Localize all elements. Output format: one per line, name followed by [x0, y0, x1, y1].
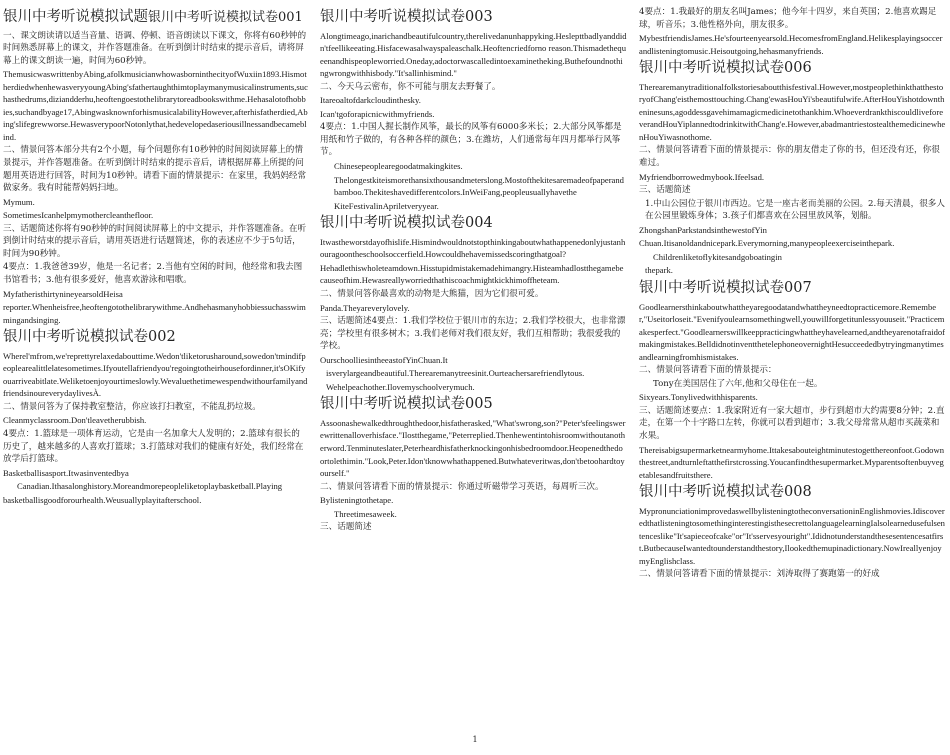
exam-001-body	[3, 30, 308, 327]
paragraph: Mymum.	[3, 196, 35, 207]
paragraph: SometimesIcanhelpmymothercleanthefloor.	[3, 210, 154, 221]
page-number: 1	[472, 735, 478, 744]
column-2	[320, 6, 627, 736]
section-title-005: 银川中考听说模拟试卷005	[320, 396, 493, 413]
paragraph: Threetimesaweek.	[334, 508, 397, 519]
paragraph: 4要点：1.我最好的朋友名叫James；他今年十四岁，来自英国；2.他喜欢踢足球，听音乐；3.他性格外向，朋友很多。	[639, 7, 937, 30]
paragraph: 二、情景问答请看下面的情景提示：刘涛取得了赛跑第一的好成	[639, 569, 880, 580]
paragraph: Itareoaltofdarkcloudinthesky.	[320, 95, 421, 106]
paragraph: Tony在美国居住了六年,他和父母住在一起。	[653, 378, 823, 389]
paragraph: 4要点：1.我爸爸39岁，他是一名记者；2.当他有空闲的时间，他经常和我去图书馆看书；3.他有很多爱好，他喜欢游泳和唱歌。	[3, 262, 303, 285]
section-title-008: 银川中考听说模拟试卷008	[639, 484, 812, 501]
paragraph: Wehelpeachother.Ilovemyschoolverymuch.	[326, 381, 475, 392]
paragraph: 1.中山公园位于银川市西边。它是一座古老而美丽的公园。2.每天清晨，很多人在公园里锻炼身体；3.孩子们都喜欢在公园里放风筝，划船。	[645, 198, 945, 222]
paragraph: 二、情景问答为了保持教室整洁，你应该打扫教室，不能乱扔垃圾。	[3, 401, 261, 412]
paragraph: Myfriendborrowedmybook.Ifeelsad.	[639, 171, 765, 182]
section-title-002: 银川中考听说模拟试卷002	[3, 329, 176, 346]
paragraph: MybestfriendisJames.He'sfourteenyearsold.HecomesfromEngland.Helikesplayingsoccerandlisteningtomusic.Heisoutgoing,hehasmanyfriends.	[639, 33, 943, 56]
paragraph: 三、话题简述你将有90秒钟的时间阅读屏幕上的中文提示，并作答题准备。在听到倒计时结束的提示音后，请用英语进行话题简述，你的表述应不少于5句话，时间为90秒钟。	[3, 223, 307, 259]
paragraph: Ican'tgoforapicnicwithmyfriends.	[320, 108, 435, 119]
paragraph: 三、话题简述4要点：1.我们学校位于银川市的东边；2.我们学校很大，也非常漂亮；学校里有很多树木；3.我们老师对我们很友好，我们互相帮助；我很爱我的学校。	[320, 316, 626, 352]
section-title-007: 银川中考听说模拟试卷007	[639, 279, 812, 296]
paragraph: Panda.Theyareverylovely.	[320, 302, 410, 313]
paragraph: Thereisabigsupermarketnearmyhome.Ittakesabouteightminutestogetthereonfoot.Godownthestreet,andturnleftatthefirstcrossing.Youcanfindthesupermarket.Myparentsoftenbuyvegetablesandfruitsthere.	[639, 444, 944, 480]
paragraph: 三、话题简述要点：1.我家附近有一家大超市，步行到超市大约需要8分钟；2.直走，在第一个十字路口左转，你就可以看到超市；3.我父母常常从超市买蔬菜和水果。	[639, 405, 945, 441]
document-title: 银川中考听说模拟试题银川中考听说模拟试卷001	[3, 9, 303, 25]
paragraph: 三、话题简述	[320, 522, 372, 533]
column-1	[3, 6, 308, 736]
paragraph: basketballisgoodforourhealth.Weusuallyplayitafterschool.	[3, 494, 202, 505]
paragraph: OurschoolliesintheeastofYinChuan.It	[320, 354, 448, 365]
paragraph: 4要点：1.中国人握长制作风筝，最长的风筝有6000多米长；2.大部分风筝都是用纸和竹子做的，有各种各样的颜色；3.在潍坊，人们通常每年四月都举行风筝节。	[320, 122, 622, 158]
paragraph: Canadian.Ithasalonghistory.Moreandmorepeopleliketoplaybasketball.Playing	[17, 481, 283, 492]
exam-005-body	[320, 417, 627, 534]
paragraph: 二、情景问答请看下面的情景提示：	[639, 365, 777, 376]
paragraph: Therearemanytraditionalfolkstoriesaboutthisfestival.However,mostpeoplethinkthatthestoryofChang'eisthemosttouching.Chang'ewasHouYi'sbeautifulwife.AfterHouYishotdowntheninesuns,agoddessgavehimamagicmedicinetothankhim.WhoeverdrankthiscouldliveforeverandHouYiplannedtodrinkitwithChang'e.However,abadmantriestostealthemedicinewhenHouYiwasnothome.	[639, 81, 946, 142]
exam-002-body	[3, 350, 308, 507]
paragraph: Sixyears.Tonylivedwithhisparents.	[639, 392, 758, 403]
paragraph: Basketballisasport.Itwasinventedbya	[3, 467, 129, 478]
paragraph: Goodlearnersthinkaboutwhattheyaregoodatandwhattheyneedtopracticemore.Remember,"Useitorloseit."Evenifyoulearnsomethingwell,youwillforgetitunlessyouuseit."Practicemakesperfect."Goodlearnerswillkeeppracticingwhattheyhavelearned,andtheyarenotafraidofmakingmistakes.BelldidnotinventthetelephoneovernightHesucceededbytryingmanytimesandlearningfromhismistakes.	[639, 301, 946, 362]
paragraph: Cleanmyclassroom.Don'tleavetherubbish.	[3, 415, 147, 426]
exam-004-body	[320, 236, 627, 394]
paragraph: Childrenliketoflykitesandgoboatingin	[653, 251, 782, 262]
paragraph: MypronunciationimprovedaswellbylisteningtotheconversationinEnglishmovies.IdiscoveredthatlisteningtosomethinginterestingisthesecrettolanguagelearningIalsolearnedusefulsentenceslike"It'sapieceofcake"or"It'sservesyouright".Ididnotunderstandthesesentencesatfirst.ButbecauseIwantedtounderstandthestory,Ilookedthemupinadictionary.NowIreallyenjoymyEnglishclass.	[639, 505, 945, 566]
section-title-006: 银川中考听说模拟试卷006	[639, 60, 812, 77]
paragraph: Alongtimeago,inarichandbeautifulcountry,therelivedanunhappyking.Heslepttbadlyanddidn'tfeellikeeating.Hisfacewasalwayspaleaschalk.Heoftencriedforno reason.Thismadethequeenandhispeopleworried.Oneday,adoctorwascalledintoexaminetheking.Buthefoundnothingwrongwithhisbody."It'sallinhismind."	[320, 30, 627, 79]
paragraph: Chinesepeoplearegoodatmakingkites.	[334, 161, 463, 172]
paragraph: reporter.Whenheisfree,heoftengotothelibrarywithme.Andhehasmanyhobbiessuchasswimmingandsinging.	[3, 302, 306, 325]
paragraph: MyfatheristhirtynineyearsoldHeisa	[3, 288, 123, 299]
paragraph: 二、今天乌云密布，你不可能与朋友去野餐了。	[320, 81, 501, 92]
column-3	[639, 6, 946, 736]
paragraph: Hehadlethiswholeteamdown.Hisstupidmistakemadehimangry.Histeamhadlostthegamebecauseofhim.Hewasreallyworriedthathiscoachmightkickhimoffheteam.	[320, 262, 624, 286]
exam-008-body	[639, 505, 946, 581]
paragraph: 二、情景问答请看下面的情景提示：你的朋友借走了你的书，但还没有还，你很难过。	[639, 145, 940, 169]
paragraph: Bylisteningtothetape.	[320, 495, 394, 506]
paragraph: 二、情景问答请看下面的情景提示：你通过听磁带学习英语，每周听三次。	[320, 481, 604, 492]
paragraph: Wherel'mfrom,we'reprettyrelaxedabouttime.Wedon'tliketorusharound,sowedon'tmindifpeoplearealittlelatesometimes.Ifyoutellafriendyou'regoingtotheirhousefordinner,it'sOKifyouarriveabitlate.Weliketoenjoyourtimeslowly.WevaluethetimewespendwithourfamilyandfriendsinoureverydaylivesÀ.	[3, 350, 308, 399]
section-title-003: 银川中考听说模拟试卷003	[320, 9, 493, 25]
paragraph: Thelongestkiteismorethansixthousandmeterslong.Mostofthekitesaremadeofpaperandbamboo.Thekiteshavedifferentcolors.InWeiFang,peopleusuallyhavethe	[334, 174, 624, 198]
paragraph: Chuan.Itisanoldandnicepark.Everymorning,manypeopleexerciseinthepark.	[639, 238, 895, 249]
paragraph: isverylargeandbeautiful.Therearemanytreesinit.Ourteachersarefriendlytous.	[326, 368, 585, 379]
paragraph: 一、课文朗读请以适当音量、语调、停顿、语音朗读以下课文，你将有60秒钟的时间熟悉屏幕上的课文，并作答题准备。在听到倒计时结束的提示音后，请将屏幕上的课文朗读一遍，时间为60秒钟。	[3, 30, 307, 66]
paragraph: thepark.	[645, 265, 673, 276]
paragraph: ThemusicwaswrittenbyAbing,afolkmusicianwhowasborninthecityofWuxiin1893.HismotherdiedwhenhewasveryyoungAbing'sfathertaughthimtoplaymanymusicalinstruments,suchasthedrums,diziandderhu,heoftengoestothelibrarytoreadbookswithme.Hehasalotofhobbies,suchandbyage17,AbingwasknownforhismusicalabilityHowever,afterhisfatherdied,Abing'slifegrewworse.HewasverypoorNotonlythat,hedevelopedaseriousillnessandbecameblind.	[3, 69, 308, 142]
paragraph: 二、情景问答本部分共有2个小题，每个问题你有10秒钟的时间阅读屏幕上的情景提示，并作答题准备。在听到倒计时结束的提示音后，请根据屏幕上所提的问题用英语进行回答，时间为10秒钟。请看下面的情景提示：在家里，我妈妈经常做家务。我有时能帮妈妈扫地。	[3, 145, 307, 194]
paragraph: ZhongshanParkstandsinthewestofYin	[639, 224, 767, 235]
paragraph: 二、情景问答你最喜欢的动物是大熊猫，因为它们很可爱。	[320, 288, 544, 299]
section-title-004: 银川中考听说模拟试卷004	[320, 215, 493, 232]
exam-003-body	[320, 30, 627, 213]
exam-005-continued	[639, 6, 946, 57]
exam-007-body	[639, 301, 946, 482]
paragraph: Itwastheworstdayofhislife.Hismindwouldnotstopthinkingaboutwhathappenedonlyjustanhouragoontheschoolsoccerfield.Howcouldhehavemissedscoringthatgoal?	[320, 236, 626, 260]
paragraph: 三、话题简述	[639, 185, 691, 196]
paragraph: Assoonashewalkedthroughthedoor,hisfatherasked,"What'swrong,son?"Peter'sfeelingswerewrittenalloverhisface."Ilostthegame,"Peterreplied.Thenhewentintohisroomwithoutanotherword.Tenminuteslater,Peterheardhisfatherknockingonhisbedroomdoor.Heopenedthedoortolethimin."Look,Peter.Idon'tknowwhathappened.Butwhateveritwas,don'tbetoohardtoyourself."	[320, 417, 626, 479]
paragraph: 4要点：1.篮球是一项体育运动，它是由一名加拿大人发明的；2.篮球有很长的历史了，越来越多的人喜欢打篮球；3.打篮球对我们的健康有好处，我们经常在放学后打篮球。	[3, 428, 304, 465]
exam-006-body	[639, 81, 946, 277]
paragraph: KiteFestivalinApriletveryyear.	[334, 200, 439, 211]
